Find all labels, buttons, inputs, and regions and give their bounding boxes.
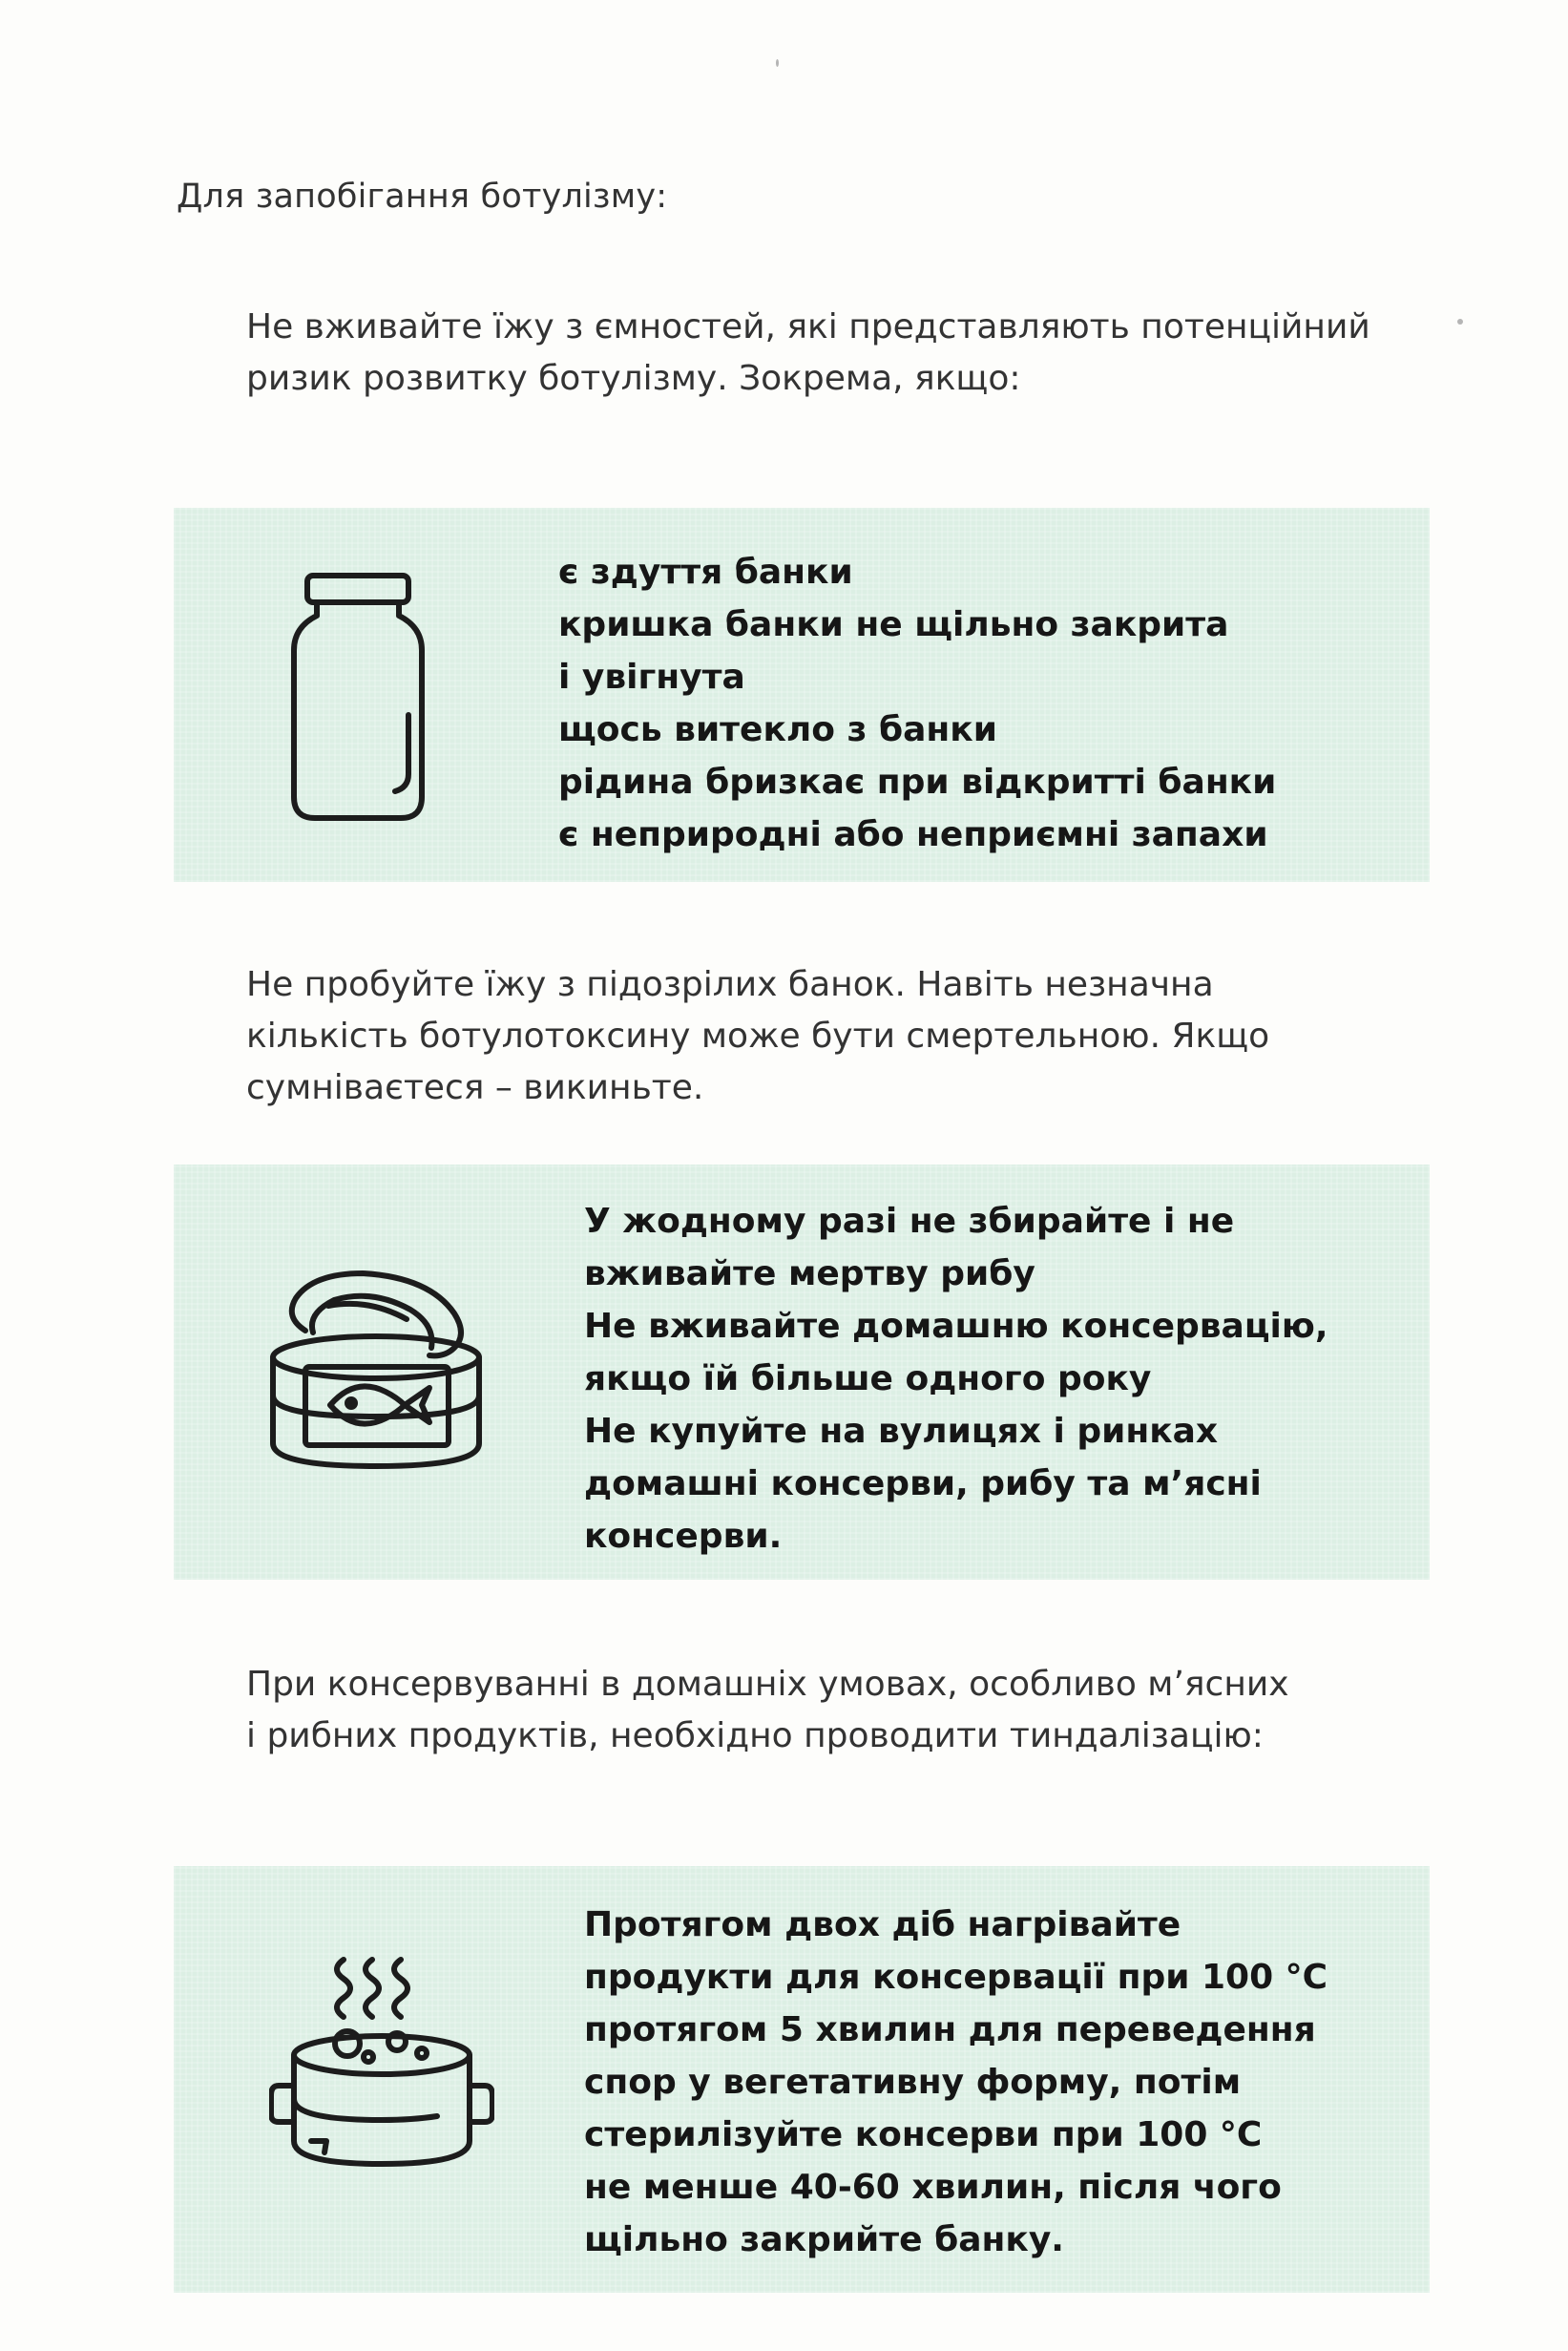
list-item: стерилізуйте консерви при 100 °C <box>584 2115 1263 2154</box>
info-box-fish-can <box>174 1165 1430 1580</box>
page-heading: Для запобігання ботулізму: <box>177 178 668 216</box>
list-item: щось витекло з банки <box>558 710 997 749</box>
paragraph-line: сумніваєтеся – викиньте. <box>246 1068 704 1107</box>
list-item: продукти для консервації при 100 °C <box>584 1958 1328 1997</box>
list-item: домашні консерви, рибу та м’ясні <box>584 1464 1262 1503</box>
list-item: протягом 5 хвилин для переведення <box>584 2010 1316 2049</box>
info-box-jar <box>174 508 1430 882</box>
paragraph-line: При консервуванні в домашніх умовах, особливо м’ясних <box>246 1665 1289 1704</box>
warning-signs-list <box>558 546 1276 861</box>
tyndallization-steps-list <box>584 1899 1328 2266</box>
paragraph-line: кількість ботулотоксину може бути смертельною. Якщо <box>246 1017 1270 1056</box>
jar-icon <box>286 572 429 824</box>
fish-safety-list <box>584 1195 1328 1563</box>
list-item: вживайте мертву рибу <box>584 1254 1035 1293</box>
list-item: консерви. <box>584 1517 783 1556</box>
list-item: є здуття банки <box>558 553 853 592</box>
paragraph-tyndallization <box>246 1659 1289 1762</box>
list-item: і увігнута <box>558 658 745 697</box>
paragraph-line: і рибних продуктів, необхідно проводити тиндалізацію: <box>246 1716 1264 1755</box>
paragraph-line: Не вживайте їжу з ємностей, які представляють потенційний <box>246 307 1370 346</box>
list-item: якщо їй більше одного року <box>584 1359 1152 1398</box>
list-item: Не купуйте на вулицях і ринках <box>584 1412 1219 1451</box>
list-item: спор у вегетативну форму, потім <box>584 2063 1242 2102</box>
list-item: не менше 40-60 хвилин, після чого <box>584 2168 1282 2207</box>
list-item: Не вживайте домашню консервацію, <box>584 1307 1328 1346</box>
scan-speck <box>776 59 779 67</box>
paragraph-warning-intro <box>246 302 1370 405</box>
list-item: кришка банки не щільно закрита <box>558 605 1229 644</box>
list-item: рідина бризкає при відкритті банки <box>558 763 1277 802</box>
info-box-boiling-pot <box>174 1866 1430 2293</box>
paragraph-line: Не пробуйте їжу з підозрілих банок. Навіть незначна <box>246 965 1214 1004</box>
scan-speck <box>1457 319 1463 325</box>
paragraph-line: ризик розвитку ботулізму. Зокрема, якщо: <box>246 359 1021 398</box>
paragraph-do-not-taste <box>246 959 1269 1114</box>
list-item: У жодному разі не збирайте і не <box>584 1202 1235 1241</box>
list-item: Протягом двох діб нагрівайте <box>584 1905 1181 1944</box>
list-item: щільно закрийте банку. <box>584 2220 1064 2259</box>
fish-can-icon <box>267 1260 487 1480</box>
list-item: є неприродні або неприємні запахи <box>558 815 1268 854</box>
boiling-pot-icon <box>269 1954 494 2173</box>
